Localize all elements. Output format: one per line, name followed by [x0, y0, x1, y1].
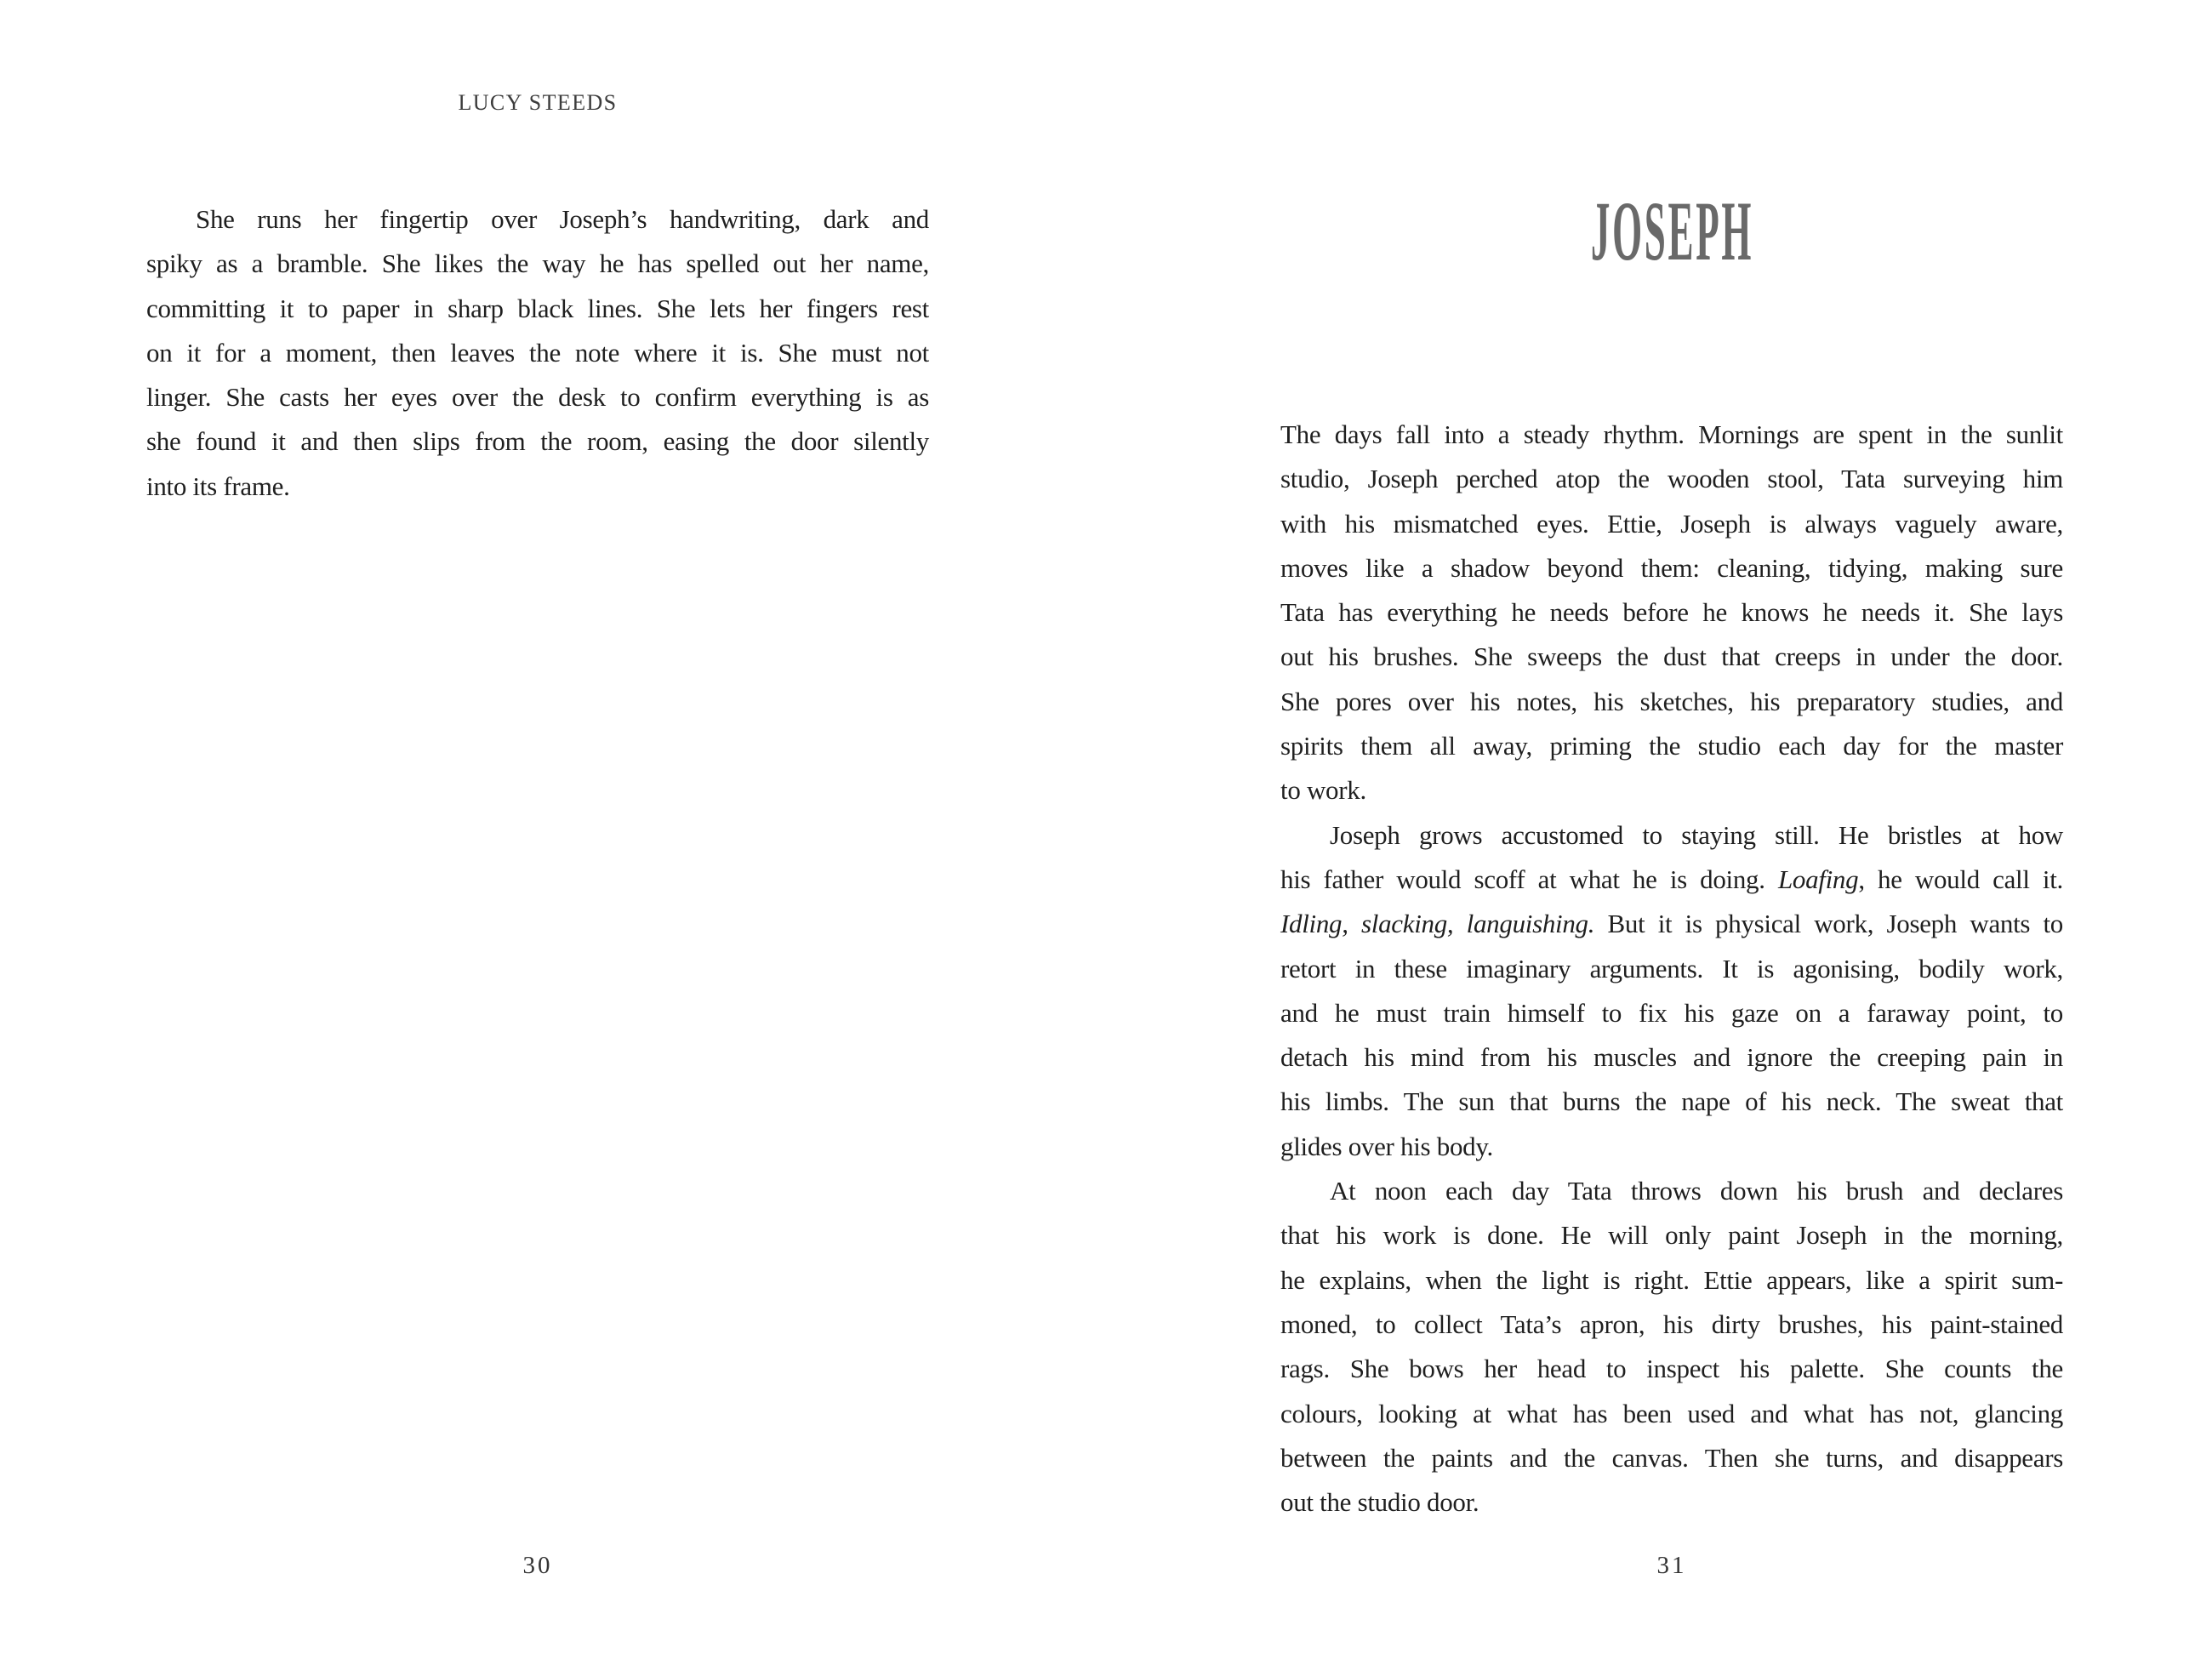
text-line: Joseph grows accustomed to staying still. He bristles at how	[1330, 819, 2063, 850]
text-line: colours, looking at what has been used and what has not, glancing	[1280, 1398, 2063, 1428]
text-line: and he must train himself to fix his gaze on a faraway point, to	[1280, 997, 2063, 1028]
right-page-number: 31	[1656, 1552, 1687, 1579]
text-line: on it for a moment, then leaves the note where it is. She must not	[146, 337, 929, 368]
text-line: spirits them all away, priming the studio each day for the master	[1280, 731, 2063, 761]
text-line: into its frame.	[146, 470, 290, 501]
text-line: studio, Joseph perched atop the wooden stool, Tata surveying him	[1280, 464, 2063, 494]
right-page-text	[1280, 413, 2063, 1525]
text-line: his father would scoff at what he is doing. Loafing, he would call it.	[1280, 864, 2063, 894]
right-page	[1106, 0, 2212, 1659]
text-line: with his mismatched eyes. Ettie, Joseph is always vaguely aware,	[1280, 508, 2063, 539]
text-line: linger. She casts her eyes over the desk to confirm everything is as	[146, 382, 929, 413]
left-page-number: 30	[522, 1552, 553, 1579]
text-line: spiky as a bramble. She likes the way he has spelled out her name,	[146, 248, 929, 279]
text-line: retort in these imaginary arguments. It is agonising, bodily work,	[1280, 953, 2063, 983]
text-line: committing it to paper in sharp black lines. She lets her fingers rest	[146, 293, 929, 323]
left-page-text	[146, 197, 929, 509]
text-line: moned, to collect Tata’s apron, his dirty brushes, his paint-stained	[1280, 1308, 2063, 1339]
text-line: she found it and then slips from the room, easing the door silently	[146, 426, 929, 457]
text-line: She runs her fingertip over Joseph’s handwriting, dark and	[196, 204, 929, 234]
text-line: The days fall into a steady rhythm. Mornings are spent in the sunlit	[1280, 419, 2063, 449]
text-line: out the studio door.	[1280, 1487, 1479, 1518]
chapter-title	[1280, 184, 2063, 293]
text-line: that his work is done. He will only paint Joseph in the morning,	[1280, 1220, 2063, 1251]
text-line: She pores over his notes, his sketches, his preparatory studies, and	[1280, 686, 2063, 716]
chapter-title-text: JOSEPH	[1590, 184, 1753, 278]
text-line: to work.	[1280, 775, 1366, 806]
running-header: LUCY STEEDS	[458, 90, 618, 115]
text-line: detach his mind from his muscles and ignore the creeping pain in	[1280, 1042, 2063, 1073]
text-line: out his brushes. She sweeps the dust that creeps in under the door.	[1280, 641, 2063, 672]
text-line: moves like a shadow beyond them: cleaning, tidying, making sure	[1280, 552, 2063, 583]
text-line: between the paints and the canvas. Then she turns, and disappears	[1280, 1442, 2063, 1473]
text-line: Tata has everything he needs before he knows he needs it. She lays	[1280, 597, 2063, 628]
text-line: rags. She bows her head to inspect his palette. She counts the	[1280, 1354, 2063, 1384]
text-line: his limbs. The sun that burns the nape of his neck. The sweat that	[1280, 1086, 2063, 1117]
text-line: At noon each day Tata throws down his brush and declares	[1330, 1176, 2063, 1206]
text-line: Idling, slacking, languishing. But it is physical work, Joseph wants to	[1280, 909, 2064, 939]
text-line: glides over his body.	[1280, 1131, 1493, 1161]
text-line: he explains, when the light is right. Ettie appears, like a spirit sum-	[1280, 1264, 2063, 1295]
